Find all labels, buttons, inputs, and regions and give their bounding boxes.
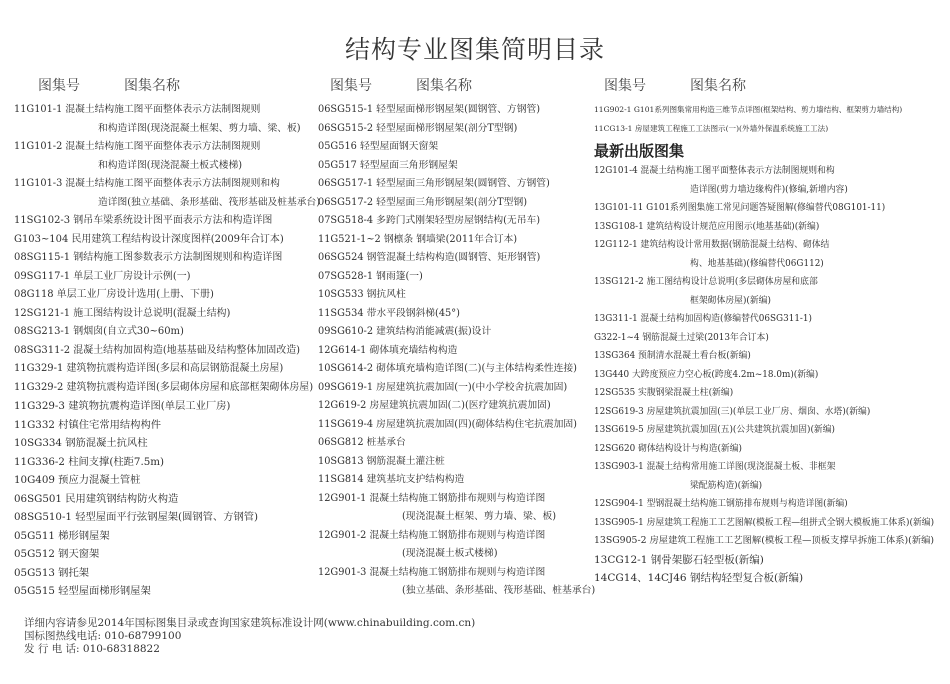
catalog-entry: [594, 569, 934, 588]
entry-line: 07SG528-1 钢雨篷(一): [318, 270, 423, 282]
entry-line: 13SG619-5 房屋建筑抗震加固(五)(公共建筑抗震加固)(新编): [594, 425, 835, 435]
entry-line: 12SG620 砌体结构设计与构造(新编): [594, 443, 742, 454]
catalog-entry: [14, 231, 320, 250]
entry-line: 13CG12-1 钢骨架膨石轻型板(新编): [594, 553, 764, 566]
entry-line: 05G512 钢天窗架: [14, 548, 100, 560]
entry-line: 07SG518-4 多跨门式刚架轻型房屋钢结构(无吊车): [318, 215, 541, 226]
catalog-entry: [14, 582, 320, 601]
entry-line: 12SG535 实腹钢梁混凝土柱(新编): [594, 388, 734, 398]
entry-line: 12SG904-1 型钢混凝土结构施工钢筋排布规则与构造详图(新编): [594, 499, 848, 509]
entry-line: 11CG13-1 房屋建筑工程施工工法图示(一)(外墙外保温系统施工工法): [594, 123, 829, 133]
catalog-entry: [318, 360, 595, 379]
catalog-entry: [318, 120, 595, 139]
catalog-entry: [594, 440, 934, 459]
catalog-entry: [318, 249, 595, 268]
entry-line: 12SG619-3 房屋建筑抗震加固(三)(单层工业厂房、烟囱、水塔)(新编): [594, 406, 871, 417]
entry-continuation: 造详图(剪力墙边缘构件)(修编,新增内容): [690, 184, 848, 195]
entry-line: 12G901-1 混凝土结构施工钢筋排布规则与构造详图: [318, 492, 546, 504]
entry-line: 10SG533 钢抗风柱: [318, 289, 406, 300]
entry-continuation: (独立基础、条形基础、筏形基础、桩基承台): [402, 585, 596, 596]
entry-line: 12G619-2 房屋建筑抗震加固(二)(医疗建筑抗震加固): [318, 400, 551, 411]
entry-line: 11G521-1~2 钢檩条 钢墙梁(2011年合订本): [318, 233, 518, 245]
catalog-column-2: [318, 101, 595, 601]
entry-line: 05G517 轻型屋面三角形钢屋架: [318, 159, 458, 171]
entry-line: 06SG524 钢管混凝土结构构造(圆钢管、矩形钢管): [318, 252, 541, 263]
entry-continuation: (现浇混凝土板式楼梯): [402, 548, 498, 559]
catalog-entry: [594, 236, 934, 273]
entry-continuation: 框架砌体房屋)(新编): [690, 295, 771, 306]
catalog-entry: [318, 138, 595, 157]
catalog-entry: [594, 101, 934, 120]
catalog-entry: [594, 458, 934, 495]
catalog-entry: [14, 545, 320, 564]
catalog-entry: [318, 268, 595, 287]
catalog-entry: [14, 360, 320, 379]
header-code: 图集号: [604, 78, 646, 94]
entry-line: 10SG334 钢筋混凝土抗风柱: [14, 437, 148, 449]
entry-line: 10G409 预应力混凝土管桩: [14, 474, 141, 486]
catalog-entry: [318, 175, 595, 194]
entry-line: 06SG515-1 轻型屋面梯形钢屋架(圆钢管、方钢管): [318, 104, 541, 115]
entry-line: 09SG117-1 单层工业厂房设计示例(一): [14, 270, 191, 282]
catalog-column-3: [594, 101, 934, 588]
column-header-3: [604, 75, 790, 95]
catalog-entry: [318, 416, 595, 435]
footer-distribution-phone: 发 行 电 话: 010-68318822: [24, 643, 160, 655]
header-code: 图集号: [38, 78, 80, 94]
column-header-1: [38, 75, 224, 95]
entry-line: 13G101-11 G101系列图集施工常见问题答疑图解(修编替代08G101-11): [594, 203, 886, 213]
catalog-entry: [14, 471, 320, 490]
header-code: 图集号: [330, 78, 372, 94]
catalog-entry: [594, 514, 934, 533]
catalog-entry: [14, 175, 320, 212]
entry-line: 06SG515-2 轻型屋面梯形钢屋架(剖分T型钢): [318, 122, 518, 134]
section-title-new-releases: 最新出版图集: [594, 142, 685, 160]
header-name: 图集名称: [416, 78, 472, 94]
catalog-entry: [14, 379, 320, 398]
catalog-entry: [14, 434, 320, 453]
catalog-entry: [14, 416, 320, 435]
catalog-entry: [594, 366, 934, 385]
entry-line: 06SG517-1 轻型屋面三角形钢屋架(圆钢管、方钢管): [318, 178, 550, 189]
page-title: 结构专业图集简明目录: [344, 35, 605, 64]
entry-line: 08G118 单层工业厂房设计选用(上册、下册): [14, 289, 214, 300]
entry-continuation: 梁配筋构造)(新编): [690, 480, 763, 491]
catalog-entry: [594, 199, 934, 218]
entry-continuation: 构、地基基础)(修编替代06G112): [690, 258, 824, 269]
catalog-entry: [594, 421, 934, 440]
entry-line: 11G329-2 建筑物抗震构造详图(多层砌体房屋和底部框架砌体房屋): [14, 381, 314, 393]
catalog-entry: [318, 101, 595, 120]
catalog-entry: [318, 379, 595, 398]
entry-line: 09SG610-2 建筑结构消能减震(振)设计: [318, 326, 492, 337]
entry-line: 12G112-1 建筑结构设计常用数据(钢筋混凝土结构、砌体结: [594, 240, 830, 250]
catalog-entry: [318, 194, 595, 213]
catalog-entry: [14, 305, 320, 324]
entry-line: 13SG905-1 房屋建筑工程施工工艺图解(模板工程—组拼式全钢大模板施工体系)(新编): [594, 517, 935, 528]
entry-line: 10SG813 钢筋混凝土灌注桩: [318, 455, 445, 467]
catalog-entry: [318, 471, 595, 490]
catalog-entry: [318, 231, 595, 250]
entry-line: 10SG614-2 砌体填充墙构造详图(二)(与主体结构柔性连接): [318, 363, 577, 374]
entry-line: 12G101-4 混凝土结构施工图平面整体表示方法制图规则和构: [594, 166, 835, 176]
catalog-entry: [318, 434, 595, 453]
entry-line: 06SG812 桩基承台: [318, 437, 406, 448]
entry-line: 11SG102-3 钢吊车梁系统设计图平面表示方法和构造详图: [14, 215, 273, 226]
footer-info: [24, 617, 475, 656]
entry-line: 12SG121-1 施工图结构设计总说明(混凝土结构): [14, 307, 231, 319]
column-header-2: [330, 75, 516, 95]
catalog-entry: [594, 162, 934, 199]
entry-line: G322-1~4 钢筋混凝土过梁(2013年合订本): [594, 332, 769, 343]
catalog-entry: [318, 453, 595, 472]
entry-line: 11G329-3 建筑物抗震构造详图(单层工业厂房): [14, 400, 231, 412]
entry-line: G103~104 民用建筑工程结构设计深度图样(2009年合订本): [14, 233, 284, 245]
catalog-entry: [14, 286, 320, 305]
entry-line: 11G332 村镇住宅常用结构构件: [14, 418, 162, 431]
entry-line: 08SG311-2 混凝土结构加固构造(地基基础及结构整体加固改造): [14, 344, 301, 356]
entry-line: 08SG213-1 钢烟囱(自立式30~60m): [14, 326, 184, 337]
entry-line: 13SG121-2 施工图结构设计总说明(多层砌体房屋和底部: [594, 277, 818, 287]
catalog-entry: [318, 527, 595, 564]
entry-line: 11SG814 建筑基坑支护结构构造: [318, 474, 465, 485]
entry-line: 13SG364 预制清水混凝土看台板(新编): [594, 351, 751, 361]
catalog-entry: [14, 397, 320, 416]
catalog-entry: [318, 157, 595, 176]
entry-line: 12G901-3 混凝土结构施工钢筋排布规则与构造详图: [318, 566, 546, 578]
catalog-entry: [594, 120, 934, 139]
catalog-entry: [318, 323, 595, 342]
entry-line: 13SG108-1 建筑结构设计规范应用图示(地基基础)(新编): [594, 221, 820, 232]
entry-line: 05G513 钢托架: [14, 566, 90, 579]
entry-line: 08SG115-1 钢结构施工图参数表示方法制图规则和构造详图: [14, 252, 283, 263]
catalog-entry: [318, 305, 595, 324]
catalog-entry: [14, 508, 320, 527]
footer-hotline: 国标图热线电话: 010-68799100: [24, 630, 182, 642]
catalog-entry: [14, 249, 320, 268]
catalog-column-1: [14, 101, 320, 601]
entry-line: 11SG534 带水平段钢斜梯(45°): [318, 307, 460, 319]
catalog-entry: [594, 347, 934, 366]
entry-continuation: (现浇混凝土框架、剪力墙、梁、板): [402, 511, 557, 522]
catalog-entry: [594, 310, 934, 329]
entry-line: 12G901-2 混凝土结构施工钢筋排布规则与构造详图: [318, 529, 546, 541]
catalog-entry: [318, 286, 595, 305]
entry-line: 11SG619-4 房屋建筑抗震加固(四)(砌体结构住宅抗震加固): [318, 418, 577, 430]
entry-continuation: 和构造详图(现浇混凝土板式楼梯): [98, 159, 243, 171]
entry-line: 11G329-1 建筑物抗震构造详图(多层和高层钢筋混凝土房屋): [14, 363, 284, 374]
catalog-entry: [594, 218, 934, 237]
entry-line: 12G614-1 砌体填充墙结构构造: [318, 344, 458, 356]
entry-line: 11G101-2 混凝土结构施工图平面整体表示方法制图规则: [14, 141, 261, 152]
catalog-entry: [318, 397, 595, 416]
catalog-entry: [14, 453, 320, 472]
entry-line: 06SG501 民用建筑钢结构防火构造: [14, 492, 179, 505]
catalog-entry: [594, 532, 934, 551]
entry-line: 11G101-1 混凝土结构施工图平面整体表示方法制图规则: [14, 104, 261, 115]
catalog-entry: [14, 342, 320, 361]
catalog-entry: [318, 564, 595, 601]
entry-line: 11G101-3 混凝土结构施工图平面整体表示方法制图规则和构: [14, 178, 280, 189]
entry-line: 14CG14、14CJ46 钢结构轻型复合板(新编): [594, 572, 804, 584]
catalog-entry: [594, 551, 934, 570]
catalog-entry: [14, 564, 320, 583]
catalog-entry: [594, 273, 934, 310]
entry-continuation: 造详图(独立基础、条形基础、筏形基础及桩基承台): [98, 196, 321, 208]
entry-line: 13G311-1 混凝土结构加固构造(修编替代06SG311-1): [594, 314, 812, 324]
entry-line: 13G440 大跨度预应力空心板(跨度4.2m~18.0m)(新编): [594, 369, 819, 380]
entry-line: 05G515 轻型屋面梯形钢屋架: [14, 585, 151, 597]
entry-line: 13SG905-2 房屋建筑工程施工工艺图解(模板工程—顶板支撑早拆施工体系)(新编): [594, 535, 935, 546]
catalog-entry: [14, 101, 320, 138]
catalog-entry: [318, 212, 595, 231]
catalog-entry: [594, 384, 934, 403]
entry-line: 06SG517-2 轻型屋面三角形钢屋架(剖分T型钢): [318, 196, 528, 208]
entry-line: 13SG903-1 混凝土结构常用施工详图(现浇混凝土板、非框架: [594, 462, 836, 472]
catalog-entry: [318, 342, 595, 361]
catalog-entry: [594, 329, 934, 348]
entry-line: 05G511 梯形钢屋架: [14, 529, 110, 542]
entry-line: 05G516 轻型屋面钢天窗架: [318, 141, 439, 152]
catalog-entry: [594, 495, 934, 514]
header-name: 图集名称: [690, 78, 746, 94]
catalog-entry: [594, 403, 934, 422]
catalog-entry: [14, 323, 320, 342]
catalog-entry: [318, 490, 595, 527]
entry-line: 08SG510-1 轻型屋面平行弦钢屋架(圆钢管、方钢管): [14, 511, 259, 523]
header-name: 图集名称: [124, 78, 180, 94]
entry-line: 11G902-1 G101系列图集常用构造三维节点详图(框架结构、剪力墙结构、框架剪力墙结构): [594, 105, 903, 114]
entry-continuation: 和构造详图(现浇混凝土框架、剪力墙、梁、板): [98, 122, 301, 134]
catalog-entry: [14, 527, 320, 546]
catalog-entry: [14, 212, 320, 231]
catalog-entry: [14, 138, 320, 175]
footer-website-line: 详细内容请参见2014年国标图集目录或查询国家建筑标准设计网(www.chinabuilding.com.cn): [24, 617, 476, 629]
catalog-entry: [14, 490, 320, 509]
catalog-entry: [14, 268, 320, 287]
entry-line: 11G336-2 柱间支撑(柱距7.5m): [14, 455, 165, 468]
entry-line: 09SG619-1 房屋建筑抗震加固(一)(中小学校舍抗震加固): [318, 381, 568, 393]
